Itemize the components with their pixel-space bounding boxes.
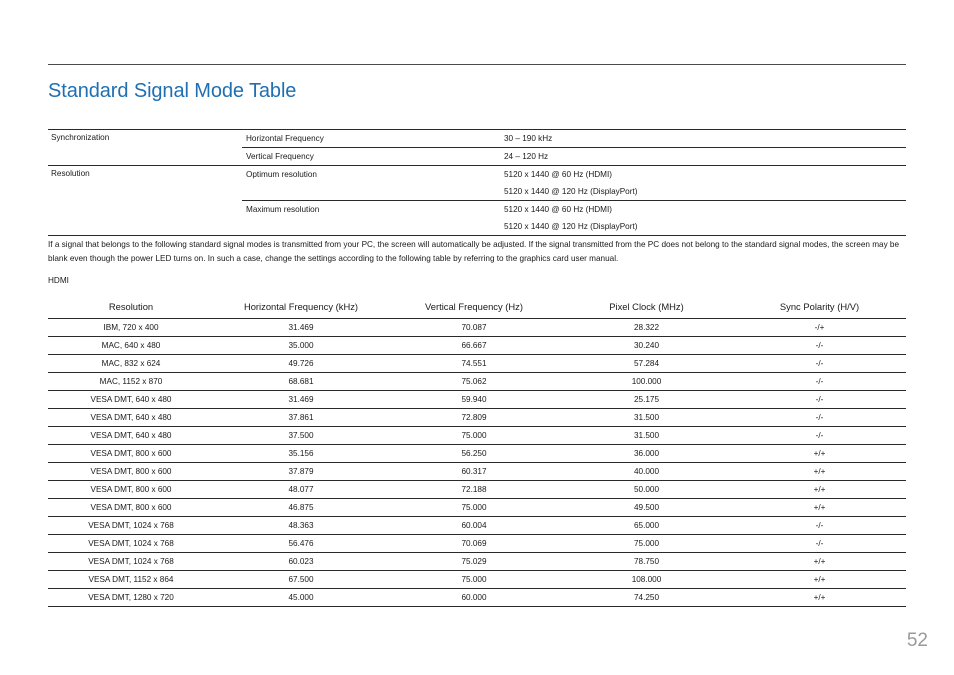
vertical-frequency-cell: 75.000: [388, 571, 560, 589]
horizontal-frequency-cell: 31.469: [214, 391, 388, 409]
pixel-clock-cell: 40.000: [560, 463, 733, 481]
pixel-clock-cell: 31.500: [560, 427, 733, 445]
spec-category-label: Synchronization: [51, 133, 110, 142]
spec-line: [242, 183, 906, 200]
table-row: [48, 499, 906, 517]
sync-polarity-cell: -/-: [733, 337, 906, 355]
pixel-clock-cell: 74.250: [560, 589, 733, 607]
resolution-cell: VESA DMT, 1152 x 864: [48, 571, 214, 589]
pixel-clock-cell: 50.000: [560, 481, 733, 499]
header-divider: [48, 64, 906, 65]
table-row: [48, 571, 906, 589]
spec-line: [242, 200, 906, 218]
table-row: [48, 445, 906, 463]
spec-name: Maximum resolution: [246, 205, 320, 214]
vertical-frequency-cell: 75.029: [388, 553, 560, 571]
resolution-cell: VESA DMT, 800 x 600: [48, 481, 214, 499]
sync-polarity-cell: -/-: [733, 517, 906, 535]
horizontal-frequency-cell: 35.000: [214, 337, 388, 355]
sync-polarity-cell: -/-: [733, 391, 906, 409]
spec-value: 5120 x 1440 @ 60 Hz (HDMI): [504, 170, 612, 179]
horizontal-frequency-cell: 60.023: [214, 553, 388, 571]
pixel-clock-cell: 30.240: [560, 337, 733, 355]
vertical-frequency-cell: 70.087: [388, 319, 560, 337]
sync-polarity-cell: +/+: [733, 499, 906, 517]
resolution-cell: MAC, 1152 x 870: [48, 373, 214, 391]
horizontal-frequency-cell: 37.861: [214, 409, 388, 427]
sync-polarity-cell: +/+: [733, 445, 906, 463]
column-header-pixel-clock: Pixel Clock (MHz): [560, 294, 733, 319]
resolution-cell: VESA DMT, 800 x 600: [48, 463, 214, 481]
spec-value: 30 – 190 kHz: [504, 134, 553, 143]
resolution-cell: VESA DMT, 1024 x 768: [48, 553, 214, 571]
spec-value: 24 – 120 Hz: [504, 152, 549, 161]
vertical-frequency-cell: 74.551: [388, 355, 560, 373]
vertical-frequency-cell: 60.317: [388, 463, 560, 481]
horizontal-frequency-cell: 37.879: [214, 463, 388, 481]
vertical-frequency-cell: 75.000: [388, 427, 560, 445]
pixel-clock-cell: 28.322: [560, 319, 733, 337]
spec-row-synchronization: [48, 129, 906, 165]
table-row: [48, 409, 906, 427]
pixel-clock-cell: 100.000: [560, 373, 733, 391]
sync-polarity-cell: +/+: [733, 589, 906, 607]
spec-line: [242, 130, 906, 147]
vertical-frequency-cell: 56.250: [388, 445, 560, 463]
sync-polarity-cell: +/+: [733, 463, 906, 481]
table-row: [48, 463, 906, 481]
resolution-cell: VESA DMT, 800 x 600: [48, 499, 214, 517]
resolution-cell: IBM, 720 x 400: [48, 319, 214, 337]
horizontal-frequency-cell: 35.156: [214, 445, 388, 463]
horizontal-frequency-cell: 67.500: [214, 571, 388, 589]
column-header-horizontal-frequency: Horizontal Frequency (kHz): [214, 294, 388, 319]
pixel-clock-cell: 108.000: [560, 571, 733, 589]
table-row: [48, 427, 906, 445]
horizontal-frequency-cell: 46.875: [214, 499, 388, 517]
section-label-hdmi: HDMI: [48, 276, 69, 285]
horizontal-frequency-cell: 31.469: [214, 319, 388, 337]
sync-polarity-cell: -/-: [733, 535, 906, 553]
horizontal-frequency-cell: 56.476: [214, 535, 388, 553]
sync-polarity-cell: -/-: [733, 427, 906, 445]
resolution-cell: VESA DMT, 1280 x 720: [48, 589, 214, 607]
vertical-frequency-cell: 70.069: [388, 535, 560, 553]
spec-value: 5120 x 1440 @ 60 Hz (HDMI): [504, 205, 612, 214]
column-header-sync-polarity: Sync Polarity (H/V): [733, 294, 906, 319]
pixel-clock-cell: 75.000: [560, 535, 733, 553]
vertical-frequency-cell: 60.000: [388, 589, 560, 607]
pixel-clock-cell: 31.500: [560, 409, 733, 427]
column-header-vertical-frequency: Vertical Frequency (Hz): [388, 294, 560, 319]
spec-name: Optimum resolution: [246, 170, 317, 179]
vertical-frequency-cell: 75.062: [388, 373, 560, 391]
vertical-frequency-cell: 66.667: [388, 337, 560, 355]
spec-name: Horizontal Frequency: [246, 134, 324, 143]
table-row: [48, 337, 906, 355]
vertical-frequency-cell: 72.188: [388, 481, 560, 499]
table-row: [48, 355, 906, 373]
sync-polarity-cell: -/-: [733, 373, 906, 391]
resolution-cell: VESA DMT, 1024 x 768: [48, 535, 214, 553]
table-header-row: [48, 294, 906, 319]
pixel-clock-cell: 36.000: [560, 445, 733, 463]
spec-line: [242, 218, 906, 235]
signal-mode-table-body: [48, 319, 906, 607]
resolution-cell: VESA DMT, 1024 x 768: [48, 517, 214, 535]
sync-polarity-cell: +/+: [733, 553, 906, 571]
pixel-clock-cell: 57.284: [560, 355, 733, 373]
page-title: Standard Signal Mode Table: [48, 80, 297, 102]
spec-value: 5120 x 1440 @ 120 Hz (DisplayPort): [504, 222, 638, 231]
table-row: [48, 517, 906, 535]
signal-mode-table: [48, 294, 906, 607]
horizontal-frequency-cell: 49.726: [214, 355, 388, 373]
resolution-cell: VESA DMT, 640 x 480: [48, 427, 214, 445]
resolution-cell: VESA DMT, 800 x 600: [48, 445, 214, 463]
vertical-frequency-cell: 60.004: [388, 517, 560, 535]
resolution-cell: MAC, 640 x 480: [48, 337, 214, 355]
page-number: 52: [906, 630, 928, 651]
table-row: [48, 391, 906, 409]
spec-name: Vertical Frequency: [246, 152, 314, 161]
pixel-clock-cell: 25.175: [560, 391, 733, 409]
vertical-frequency-cell: 72.809: [388, 409, 560, 427]
horizontal-frequency-cell: 68.681: [214, 373, 388, 391]
resolution-cell: VESA DMT, 640 x 480: [48, 409, 214, 427]
table-row: [48, 553, 906, 571]
spec-row-resolution: [48, 165, 906, 236]
vertical-frequency-cell: 59.940: [388, 391, 560, 409]
table-row: [48, 589, 906, 607]
spec-table: [48, 129, 906, 236]
resolution-cell: MAC, 832 x 624: [48, 355, 214, 373]
sync-polarity-cell: +/+: [733, 481, 906, 499]
table-row: [48, 535, 906, 553]
vertical-frequency-cell: 75.000: [388, 499, 560, 517]
horizontal-frequency-cell: 37.500: [214, 427, 388, 445]
horizontal-frequency-cell: 48.077: [214, 481, 388, 499]
signal-mode-note: If a signal that belongs to the following standard signal modes is transmitted from your PC, the screen will automatically be adjusted. If the signal transmitted from the PC does not belong to the standard signal modes, the screen may be blank even though the power LED turns on. In such a case, change the settings according to the following table by referring to the graphics card user manual.: [48, 240, 900, 263]
sync-polarity-cell: +/+: [733, 571, 906, 589]
horizontal-frequency-cell: 48.363: [214, 517, 388, 535]
table-row: [48, 373, 906, 391]
resolution-cell: VESA DMT, 640 x 480: [48, 391, 214, 409]
spec-line: [242, 166, 906, 183]
column-header-resolution: Resolution: [48, 294, 214, 319]
spec-line: [242, 147, 906, 165]
sync-polarity-cell: -/+: [733, 319, 906, 337]
pixel-clock-cell: 65.000: [560, 517, 733, 535]
sync-polarity-cell: -/-: [733, 355, 906, 373]
pixel-clock-cell: 49.500: [560, 499, 733, 517]
spec-category-label: Resolution: [51, 169, 90, 178]
horizontal-frequency-cell: 45.000: [214, 589, 388, 607]
table-row: [48, 481, 906, 499]
table-row: [48, 319, 906, 337]
spec-value: 5120 x 1440 @ 120 Hz (DisplayPort): [504, 187, 638, 196]
sync-polarity-cell: -/-: [733, 409, 906, 427]
pixel-clock-cell: 78.750: [560, 553, 733, 571]
